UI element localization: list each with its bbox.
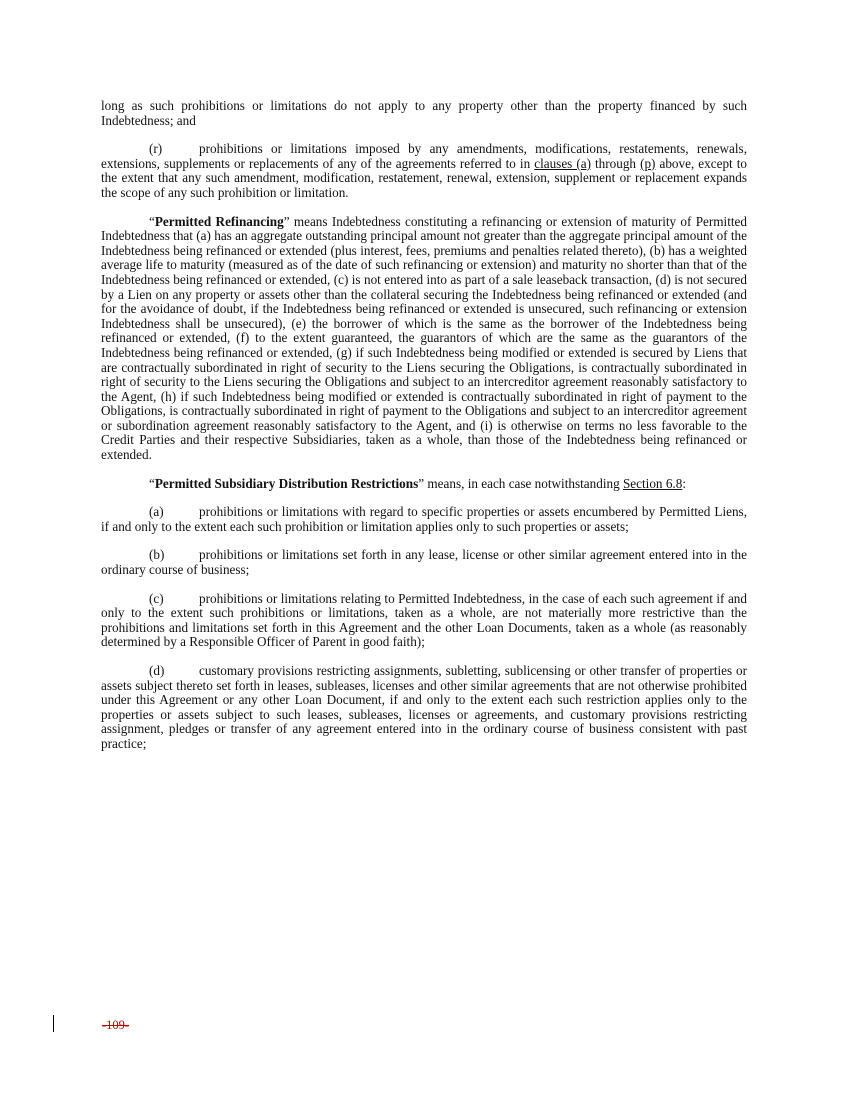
clause-p-link[interactable]: (p)	[640, 155, 656, 171]
list-item: (d) customary provisions restricting assignments, subletting, sublicensing or other transfer of properties or assets subject thereto set forth in leases, subleases, licenses and other similar agreements that are not otherwise prohibited under this Agreement or any other Loan Document, if and only to the extent each such restriction applies only to the properties or assets subject to such leases, subleases, licenses or agreements, and customary provisions restricting assignment, pledges or transfer of any agreement entered into in the ordinary course of business consistent with past practice;	[101, 663, 747, 751]
list-item: (b) prohibitions or limitations set forth in any lease, license or other similar agreement entered into in the ordinary course of business;	[101, 547, 747, 578]
defined-term-permitted-refinancing: Permitted Refinancing	[154, 213, 284, 229]
definition-permitted-subsidiary-distribution-restrictions: “Permitted Subsidiary Distribution Restrictions” means, in each case notwithstanding Section 6.8:	[149, 475, 686, 491]
defined-term-distribution-restrictions: Permitted Subsidiary Distribution Restrictions	[154, 475, 419, 491]
list-item-label: (c)	[149, 590, 164, 606]
list-item: (c) prohibitions or limitations relating to Permitted Indebtedness, in the case of each such agreement if and only to the extent such prohibitions or limitations, taken as a whole, are not materially more restrictive than the prohibitions and limitations set forth in this Agreement and the other Loan Documents, taken as a whole (as reasonably determined by a Responsible Officer of Parent in good faith);	[101, 590, 747, 650]
list-item: (a) prohibitions or limitations with regard to specific properties or assets encumbered by Permitted Liens, if and only to the extent each such prohibition or limitation applies only to such properties or assets;	[101, 504, 747, 534]
list-item-label: (a)	[149, 504, 164, 520]
definition-permitted-refinancing: “Permitted Refinancing” means Indebtedness constituting a refinancing or extension of maturity of Permitted Indebtedness that (a) has an aggregate outstanding principal amount not greater than the aggregate principal amount of the Indebtedness being refinanced or extended (plus interest, fees, premiums and penalties related thereto), (b) has a weighted average life to maturity (measured as of the date of such refinancing or extension) and maturity no shorter than that of the Indebtedness being refinanced or extended, (c) is not entered into as part of a sale leaseback transaction, (d) is not secured by a Lien on any property or assets other than the collateral securing the Indebtedness being refinanced or extended (and for the avoidance of doubt, if the Indebtedness being refinanced or extended is unsecured, such refinancing or extension Indebtedness shall be unsecured), (e) the borrower of which is the same as the borrower of the Indebtedness being refinanced or extended, (f) to the extent guaranteed, the guarantors of which are the same as the guarantors of the Indebtedness being refinanced or extended, (g) if such Indebtedness being modified or extended is secured by Liens that are contractually subordinated in right of security to the Liens securing the Obligations, is contractually subordinated in right of security to the Liens securing the Obligations and subject to an intercreditor agreement reasonably satisfactory to the Agent, (h) if such Indebtedness being modified or extended is contractually subordinated in right of payment to the Obligations, is contractually subordinated in right of payment to the Obligations and subject to an intercreditor agreement or subordination agreement reasonably satisfactory to the Agent, and (i) is otherwise on terms no less favorable to the Credit Parties and their respective Subsidiaries, taken as a whole, than those of the Indebtedness being refinanced or extended.	[101, 213, 747, 463]
list-item-label: (b)	[149, 547, 165, 563]
list-item-label: (d)	[149, 663, 165, 678]
page-number: -109-	[102, 1018, 130, 1032]
section-6-8-link[interactable]: Section 6.8	[622, 475, 683, 491]
clause-r-label: (r)	[149, 141, 163, 157]
clause-r: (r) prohibitions or limitations imposed by any amendments, modifications, restatements, renewals, extensions, supplements or replacements of any of the agreements referred to in clauses (a) through (p) above, except to the extent that any such amendment, modification, restatement, renewal, extension, supplement or replacement expands the scope of any such prohibition or limitation.	[101, 141, 747, 200]
document-page	[101, 99, 747, 766]
change-bar	[53, 1015, 54, 1032]
clauses-a-link[interactable]: clauses (a)	[534, 155, 591, 171]
continuation-paragraph: long as such prohibitions or limitations do not apply to any property other than the property financed by such Indebtedness; and	[101, 98, 747, 128]
